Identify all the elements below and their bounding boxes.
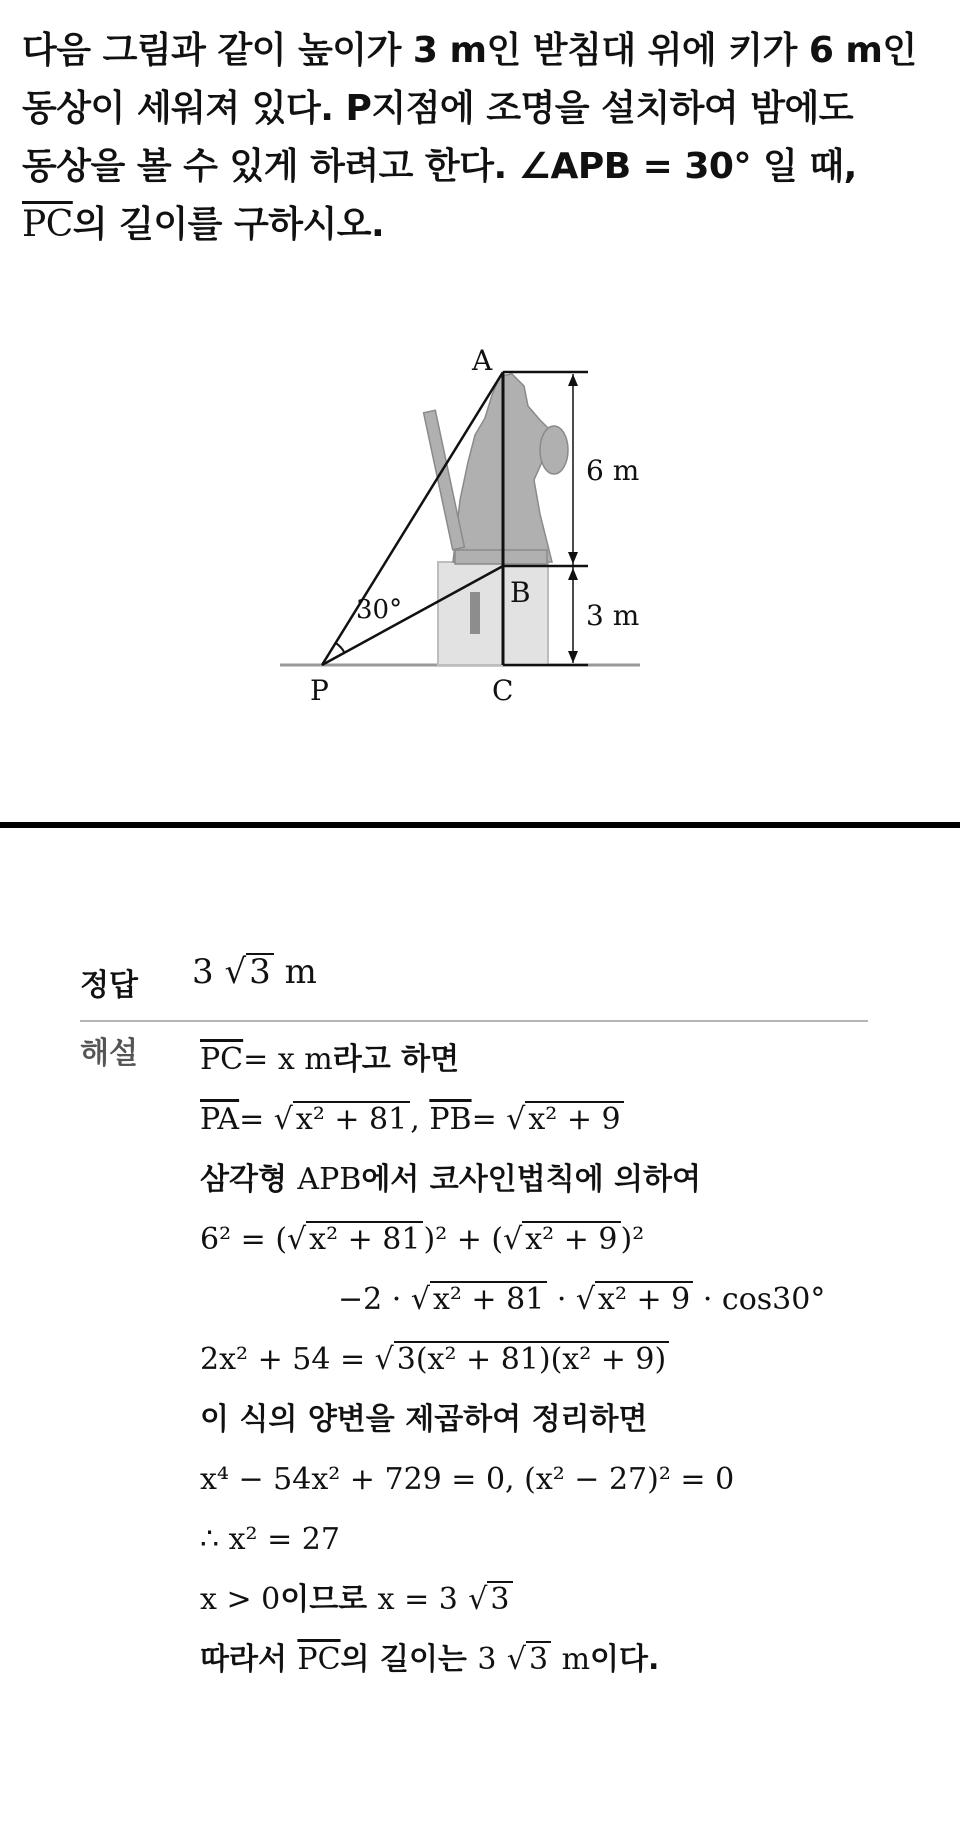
segment-pc: $\overline{PC}$: [22, 204, 73, 245]
line-10-b: 이므로: [280, 1582, 368, 1617]
line-10-a: x > 0: [200, 1582, 281, 1617]
label-b: B: [510, 576, 531, 609]
arrow-6m-bottom: [568, 552, 578, 564]
problem-line-3: 동상을 볼 수 있게 하려고 한다. ∠APB = 30° 일 때,: [22, 146, 857, 187]
answer-label: 정답: [80, 968, 138, 1003]
problem-text: [22, 22, 922, 254]
segment-pa: $\overline{PA}$: [200, 1102, 240, 1137]
solution-line-5: −2 · √ x² + 81 · √ x² + 9 · cos30°: [338, 1282, 826, 1317]
solution-line-3-math: APB: [297, 1162, 362, 1197]
solution-line-1: [200, 1030, 920, 1090]
solution-line-1-text: 라고 하면: [332, 1042, 460, 1077]
solution-label: 해설: [80, 1036, 138, 1071]
answer-radicand: 3: [246, 953, 274, 989]
label-a: A: [472, 344, 493, 377]
solution-line-9: ∴ x² = 27: [200, 1522, 340, 1557]
line-11-rad: 3: [526, 1641, 551, 1677]
solution-line-3: [200, 1150, 920, 1210]
solution-line-4: 6² = (√ x² + 81 )² + (√ x² + 9 )²: [200, 1222, 645, 1257]
line-5-rad1: x² + 81: [430, 1281, 547, 1317]
line-11-c: 이다.: [590, 1642, 660, 1677]
angle-arc: [336, 643, 345, 653]
solution-line-3-b: 에서 코사인법칙에 의하여: [361, 1162, 701, 1197]
statue-figure: [270, 340, 670, 710]
problem-line-4: [22, 196, 922, 254]
arrow-6m-top: [568, 374, 578, 386]
line-4-rad1: x² + 81: [306, 1221, 423, 1257]
statue-silhouette: [424, 374, 568, 564]
line-4-b: )² + (: [423, 1222, 504, 1257]
segment-pc: $\overline{PC}$: [297, 1642, 341, 1677]
answer-coef: 3: [192, 952, 214, 992]
problem-line-4-rest: 의 길이를 구하시오.: [72, 204, 385, 245]
eq-sign-2: =: [471, 1102, 497, 1137]
solution-line-7: 이 식의 양변을 제곱하여 정리하면: [200, 1402, 648, 1437]
pedestal: [438, 562, 548, 665]
segment-pc: $\overline{PC}$: [200, 1042, 244, 1077]
line-10-c: x = 3: [377, 1582, 458, 1617]
line-11-a: 따라서: [200, 1642, 287, 1677]
problem-line-2: 동상이 세워져 있다. P지점에 조명을 설치하여 밤에도: [22, 88, 854, 129]
solution-body: [200, 1030, 920, 1690]
solution-line-1-math: = x m: [243, 1042, 333, 1077]
label-angle: 30°: [356, 595, 403, 625]
solution-line-3-a: 삼각형: [200, 1162, 287, 1197]
line-5-c: · cos30°: [702, 1282, 826, 1317]
line-4-c: )²: [620, 1222, 645, 1257]
line-11-b: 의 길이는: [340, 1642, 467, 1677]
solution-line-8: x⁴ − 54x² + 729 = 0, (x² − 27)² = 0: [200, 1462, 735, 1497]
eq-sign-1: =: [239, 1102, 265, 1137]
segment-pb: $\overline{PB}$: [429, 1102, 472, 1137]
line-11-coef: 3: [477, 1642, 497, 1677]
pedestal-plaque: [470, 592, 480, 634]
answer-rule: [80, 1020, 868, 1022]
label-3m: 3 m: [586, 599, 640, 632]
solution-line-6: 2x² + 54 = √ 3(x² + 81)(x² + 9): [200, 1330, 920, 1390]
line-4-rad2: x² + 9: [522, 1221, 620, 1257]
line-5-b: ·: [556, 1282, 567, 1317]
line-5-a: −2 ·: [338, 1282, 402, 1317]
arrow-3m-top: [568, 568, 578, 580]
arrow-3m-bottom: [568, 651, 578, 663]
label-c: C: [492, 674, 514, 707]
line-6-a: 2x² + 54 =: [200, 1342, 366, 1377]
radicand-pa: x² + 81: [293, 1101, 410, 1137]
line-6-rad: 3(x² + 81)(x² + 9): [394, 1341, 669, 1377]
line-10-rad: 3: [487, 1581, 512, 1617]
solution-line-11: 따라서 $\overline{PC}$의 길이는 3 √ 3 m이다.: [200, 1642, 660, 1677]
line-4-a: 6² = (: [200, 1222, 288, 1257]
line-11-unit: m: [561, 1642, 591, 1677]
section-divider: [0, 822, 960, 828]
label-6m: 6 m: [586, 454, 640, 487]
line-5-rad2: x² + 9: [595, 1281, 693, 1317]
radicand-pb: x² + 9: [525, 1101, 623, 1137]
answer-unit: m: [284, 952, 317, 992]
solution-line-2: $\overline{PA}=$ √ x² + 81 , $\overline{PB}=$ √ x² + 9: [200, 1090, 920, 1150]
problem-line-1: 다음 그림과 같이 높이가 3 m인 받침대 위에 키가 6 m인: [22, 30, 917, 71]
answer-value: 3 √3 m: [192, 952, 317, 992]
separator: ,: [410, 1102, 420, 1137]
solution-line-10: x > 0이므로 x = 3 √ 3: [200, 1570, 920, 1630]
label-p: P: [310, 674, 329, 707]
